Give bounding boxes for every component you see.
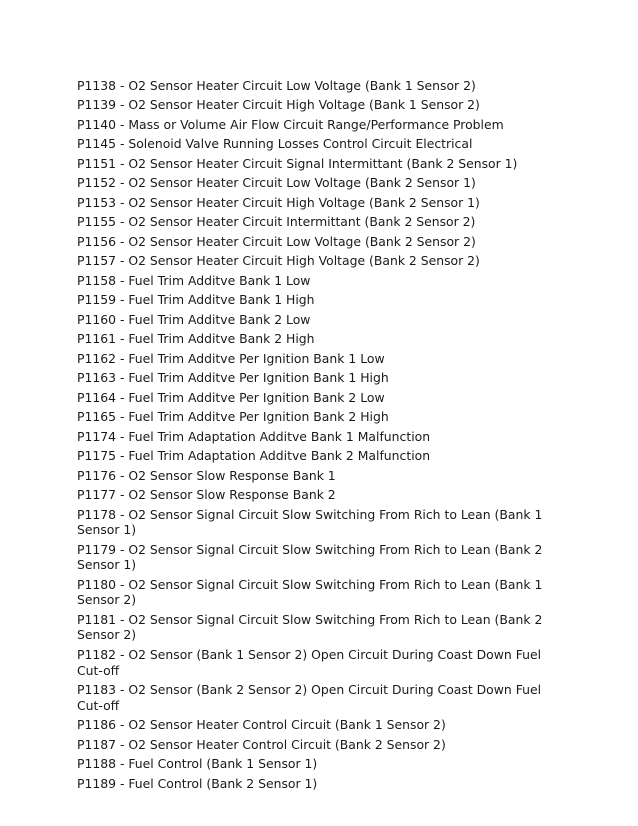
fault-code-entry: P1158 - Fuel Trim Additve Bank 1 Low xyxy=(77,272,311,288)
fault-code-entry: P1160 - Fuel Trim Additve Bank 2 Low xyxy=(77,311,311,327)
fault-code-entry: P1157 - O2 Sensor Heater Circuit High Voltage (Bank 2 Sensor 2) xyxy=(77,253,480,269)
fault-code-entry: P1165 - Fuel Trim Additve Per Ignition Bank 2 High xyxy=(77,409,389,425)
fault-code-entry: P1181 - O2 Sensor Signal Circuit Slow Switching From Rich to Lean (Bank 2 Sensor 2) xyxy=(77,611,543,643)
fault-code-entry: P1174 - Fuel Trim Adaptation Additve Bank 1 Malfunction xyxy=(77,428,431,444)
fault-code-entry: P1188 - Fuel Control (Bank 1 Sensor 1) xyxy=(77,756,318,772)
fault-code-entry: P1189 - Fuel Control (Bank 2 Sensor 1) xyxy=(77,775,318,791)
fault-code-entry: P1153 - O2 Sensor Heater Circuit High Voltage (Bank 2 Sensor 1) xyxy=(77,194,480,210)
fault-code-entry: P1187 - O2 Sensor Heater Control Circuit (Bank 2 Sensor 2) xyxy=(77,736,446,752)
fault-code-entry: P1186 - O2 Sensor Heater Control Circuit (Bank 1 Sensor 2) xyxy=(77,717,446,733)
fault-code-entry: P1162 - Fuel Trim Additve Per Ignition Bank 1 Low xyxy=(77,350,385,366)
fault-code-entry: P1151 - O2 Sensor Heater Circuit Signal Intermittant (Bank 2 Sensor 1) xyxy=(77,155,518,171)
fault-code-entry: P1155 - O2 Sensor Heater Circuit Intermittant (Bank 2 Sensor 2) xyxy=(77,214,476,230)
fault-code-entry: P1145 - Solenoid Valve Running Losses Control Circuit Electrical xyxy=(77,136,473,152)
fault-code-entry: P1152 - O2 Sensor Heater Circuit Low Voltage (Bank 2 Sensor 1) xyxy=(77,175,476,191)
fault-code-entry: P1183 - O2 Sensor (Bank 2 Sensor 2) Open Circuit During Coast Down Fuel Cut-off xyxy=(77,682,542,713)
fault-code-entry: P1182 - O2 Sensor (Bank 1 Sensor 2) Open Circuit During Coast Down Fuel Cut-off xyxy=(77,646,542,678)
fault-code-entry: P1161 - Fuel Trim Additve Bank 2 High xyxy=(77,331,315,347)
fault-code-entry: P1175 - Fuel Trim Adaptation Additve Bank 2 Malfunction xyxy=(77,448,431,464)
fault-code-entry: P1140 - Mass or Volume Air Flow Circuit Range/Performance Problem xyxy=(77,116,504,132)
fault-code-entry: P1176 - O2 Sensor Slow Response Bank 1 xyxy=(77,467,336,483)
fault-code-entry: P1178 - O2 Sensor Signal Circuit Slow Switching From Rich to Lean (Bank 1 Sensor 1) xyxy=(77,506,543,538)
fault-code-entry: P1138 - O2 Sensor Heater Circuit Low Voltage (Bank 1 Sensor 2) xyxy=(77,78,476,93)
fault-code-entry: P1139 - O2 Sensor Heater Circuit High Voltage (Bank 1 Sensor 2) xyxy=(77,97,480,113)
fault-code-entry: P1163 - Fuel Trim Additve Per Ignition Bank 1 High xyxy=(77,370,389,386)
fault-code-entry: P1180 - O2 Sensor Signal Circuit Slow Switching From Rich to Lean (Bank 1 Sensor 2) xyxy=(77,576,543,608)
fault-code-entry: P1164 - Fuel Trim Additve Per Ignition Bank 2 Low xyxy=(77,389,385,405)
fault-code-entry: P1177 - O2 Sensor Slow Response Bank 2 xyxy=(77,487,336,503)
fault-code-entry: P1159 - Fuel Trim Additve Bank 1 High xyxy=(77,292,315,308)
fault-code-entry: P1179 - O2 Sensor Signal Circuit Slow Switching From Rich to Lean (Bank 2 Sensor 1) xyxy=(77,541,543,573)
fault-code-entry: P1156 - O2 Sensor Heater Circuit Low Voltage (Bank 2 Sensor 2) xyxy=(77,233,476,249)
fault-code-list xyxy=(77,78,565,795)
